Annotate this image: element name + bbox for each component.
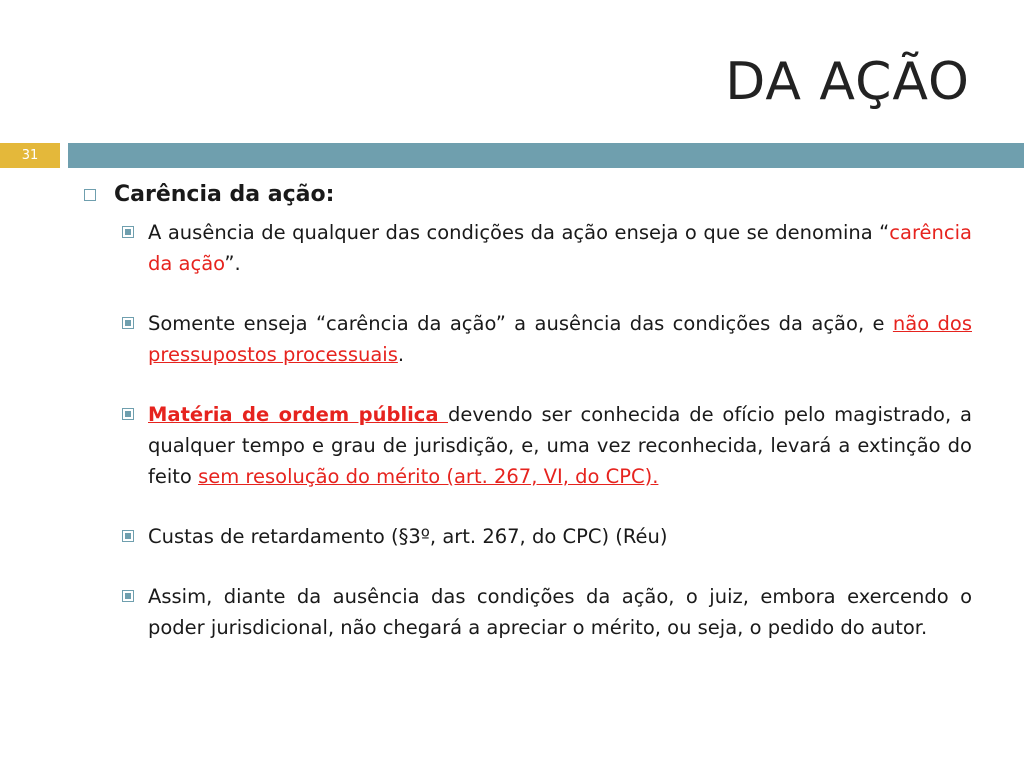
filled-square-bullet-icon: [122, 408, 134, 420]
highlight-bold-underlined-text: Matéria de ordem pública: [148, 403, 448, 426]
item-text: Custas de retardamento (§3º, art. 267, do CPC) (Réu): [148, 525, 668, 548]
list-item: [122, 581, 972, 643]
slide-number: 31: [0, 143, 60, 168]
hollow-square-bullet-icon: [84, 189, 96, 201]
list-item: [122, 217, 972, 279]
item-text: devendo ser conhecida de ofício pelo magistrado, a qualquer tempo e grau de jurisdição, e, uma vez reconhecida, levará a extinção do feito: [148, 403, 973, 488]
item-text: ”.: [224, 252, 241, 275]
heading-text: Carência da ação:: [114, 182, 335, 207]
highlight-underlined-text: não dos pressupostos processuais: [148, 312, 972, 366]
item-text: Somente enseja “carência da ação” a ausência das condições da ação, e: [148, 312, 893, 335]
heading-bullet: [80, 182, 972, 207]
accent-bar: [68, 143, 1024, 168]
highlight-underlined-text: sem resolução do mérito (art. 267, VI, do CPC).: [198, 465, 659, 488]
list-item: [122, 308, 972, 370]
filled-square-bullet-icon: [122, 590, 134, 602]
item-text: .: [397, 343, 405, 366]
item-text: A ausência de qualquer das condições da ação enseja o que se denomina “: [148, 221, 890, 244]
filled-square-bullet-icon: [122, 226, 134, 238]
sub-bullet-list: [122, 217, 972, 643]
list-item: [122, 521, 972, 552]
item-text: Assim, diante da ausência das condições da ação, o juiz, embora exercendo o poder jurisdicional, não chegará a apreciar o mérito, ou seja, o pedido do autor.: [148, 585, 972, 639]
slide-content: [80, 182, 972, 643]
highlight-text: carência da ação: [148, 221, 972, 275]
header-band: [0, 143, 1024, 168]
filled-square-bullet-icon: [122, 530, 134, 542]
slide-title: DA AÇÃO: [725, 52, 970, 112]
filled-square-bullet-icon: [122, 317, 134, 329]
list-item: [122, 399, 972, 492]
